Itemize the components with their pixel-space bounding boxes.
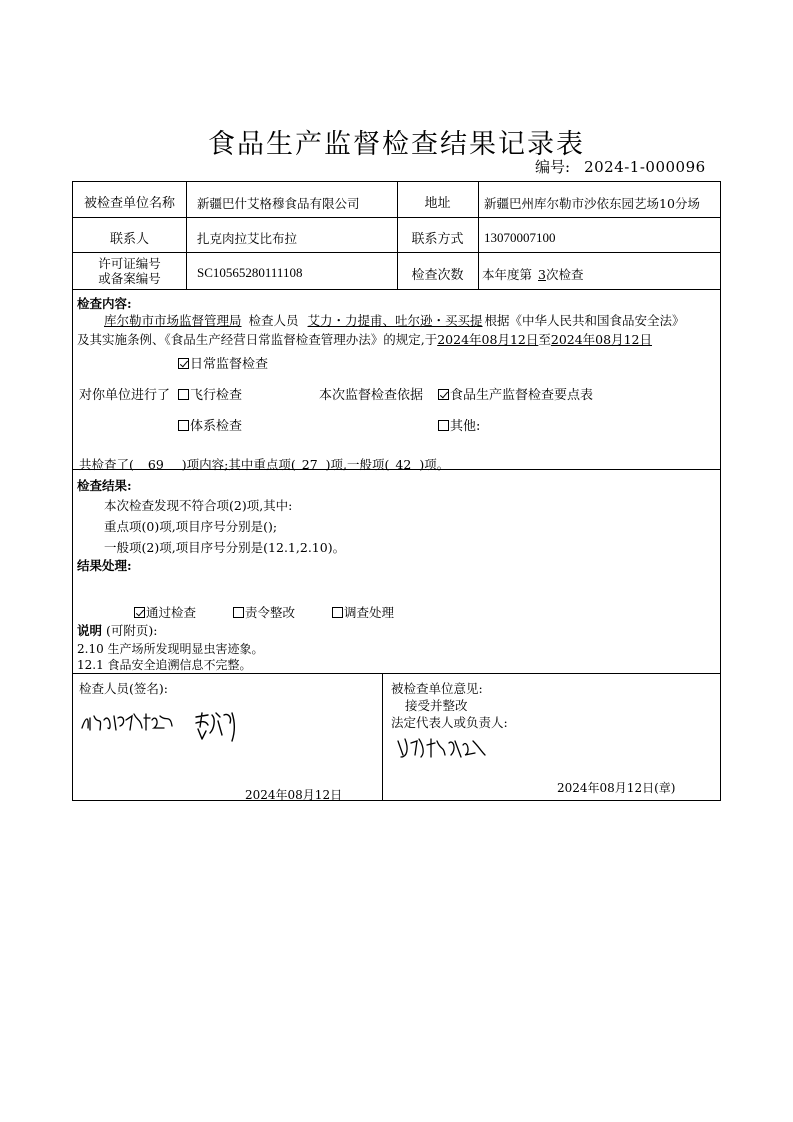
inspection-count-value: 本年度第 3次检查 bbox=[482, 267, 584, 282]
license-label-line1: 许可证编号 bbox=[98, 256, 161, 271]
inspection-count-number: 3 bbox=[538, 267, 546, 282]
inspectors-names: 艾力・力提甫、吐尔逊・买买提 bbox=[307, 313, 483, 328]
legal-rep-label: 法定代表人或负责人: bbox=[391, 715, 508, 730]
note-item-2: 12.1 食品安全追溯信息不完整。 bbox=[77, 658, 252, 672]
handling-investigate[interactable]: 调查处理 bbox=[332, 603, 394, 621]
address-label: 地址 bbox=[424, 196, 451, 211]
note-item-1: 2.10 生产场所发现明显虫害迹象。 bbox=[77, 642, 264, 656]
basis-checklist[interactable]: 食品生产监督检查要点表 bbox=[438, 384, 593, 403]
inspector-signature-2 bbox=[192, 709, 238, 743]
content-line-2: 及其实施条例、《食品生产经营日常监督检查管理办法》的规定,于2024年08月12日至2024年08月12日 bbox=[77, 332, 652, 347]
license-value: SC10565280111108 bbox=[197, 265, 303, 280]
results-line-2: 重点项(0)项,项目序号分别是(); bbox=[104, 519, 278, 534]
checkbox-checked-icon bbox=[134, 607, 145, 618]
basis-label: 本次监督检查依据 bbox=[319, 388, 424, 403]
checkbox-checked-icon bbox=[178, 358, 189, 369]
phone-label: 联系方式 bbox=[411, 232, 464, 247]
results-line-1: 本次检查发现不符合项(2)项,其中: bbox=[104, 498, 293, 513]
contact-label: 联系人 bbox=[109, 232, 149, 247]
results-line-3: 一般项(2)项,项目序号分别是(12.1,2.10)。 bbox=[104, 540, 346, 555]
handling-heading: 结果处理: bbox=[77, 558, 132, 573]
inspection-summary: 共检查了( 69 )项内容;其中重点项( 27 )项,一般项( 42 )项。 bbox=[79, 457, 450, 472]
content-line-1: 库尔勒市市场监督管理局 检查人员 艾力・力提甫、吐尔逊・买买提 根据《中华人民共和国食品安全法》 bbox=[104, 313, 685, 328]
check-type-system[interactable]: 体系检查 bbox=[178, 415, 242, 434]
checkbox-icon bbox=[332, 607, 343, 618]
general-items: 42 bbox=[395, 457, 412, 472]
content-heading: 检查内容: bbox=[77, 296, 132, 311]
checkbox-icon bbox=[438, 420, 449, 431]
unit-opinion-text: 接受并整改 bbox=[405, 698, 468, 713]
phone-value: 13070007100 bbox=[484, 230, 556, 245]
unit-opinion-label: 被检查单位意见: bbox=[391, 681, 483, 696]
results-heading: 检查结果: bbox=[77, 478, 132, 493]
license-label bbox=[73, 256, 186, 286]
basis-other[interactable]: 其他: bbox=[438, 415, 480, 434]
license-label-line2: 或备案编号 bbox=[98, 271, 161, 286]
inspection-count-label: 检查次数 bbox=[411, 268, 464, 283]
address-value: 新疆巴州库尔勒市沙依东园艺场10分场 bbox=[484, 196, 700, 211]
carried-out-label: 对你单位进行了 bbox=[79, 388, 171, 403]
key-items: 27 bbox=[301, 457, 318, 472]
checkbox-icon bbox=[233, 607, 244, 618]
document-number-value: 2024-1-000096 bbox=[584, 158, 706, 176]
check-type-flight[interactable]: 飞行检查 bbox=[178, 384, 242, 403]
inspector-signature-1 bbox=[80, 708, 175, 736]
start-date: 2024年08月12日 bbox=[437, 332, 539, 347]
total-items: 69 bbox=[147, 457, 164, 472]
inspector-sign-label: 检查人员(签名): bbox=[79, 681, 168, 696]
end-date: 2024年08月12日 bbox=[550, 332, 652, 347]
handling-rectify[interactable]: 责令整改 bbox=[233, 603, 295, 621]
check-type-daily[interactable]: 日常监督检查 bbox=[178, 353, 268, 372]
page-title: 食品生产监督检查结果记录表 bbox=[208, 129, 585, 160]
unit-opinion-date: 2024年08月12日(章) bbox=[557, 781, 676, 795]
notes-heading: 说明 (可附页): bbox=[77, 623, 158, 638]
checkbox-icon bbox=[178, 420, 189, 431]
document-number-label: 编号: bbox=[535, 158, 571, 176]
document-number bbox=[535, 156, 706, 177]
inspector-sign-date: 2024年08月12日 bbox=[245, 788, 343, 802]
handling-pass[interactable]: 通过检查 bbox=[134, 603, 196, 621]
contact-value: 扎克肉拉艾比布拉 bbox=[197, 231, 298, 246]
unit-name-value: 新疆巴什艾格穆食品有限公司 bbox=[197, 196, 360, 211]
checkbox-checked-icon bbox=[438, 389, 449, 400]
checkbox-icon bbox=[178, 389, 189, 400]
unit-name-label: 被检查单位名称 bbox=[83, 196, 175, 211]
legal-rep-signature bbox=[395, 735, 487, 761]
